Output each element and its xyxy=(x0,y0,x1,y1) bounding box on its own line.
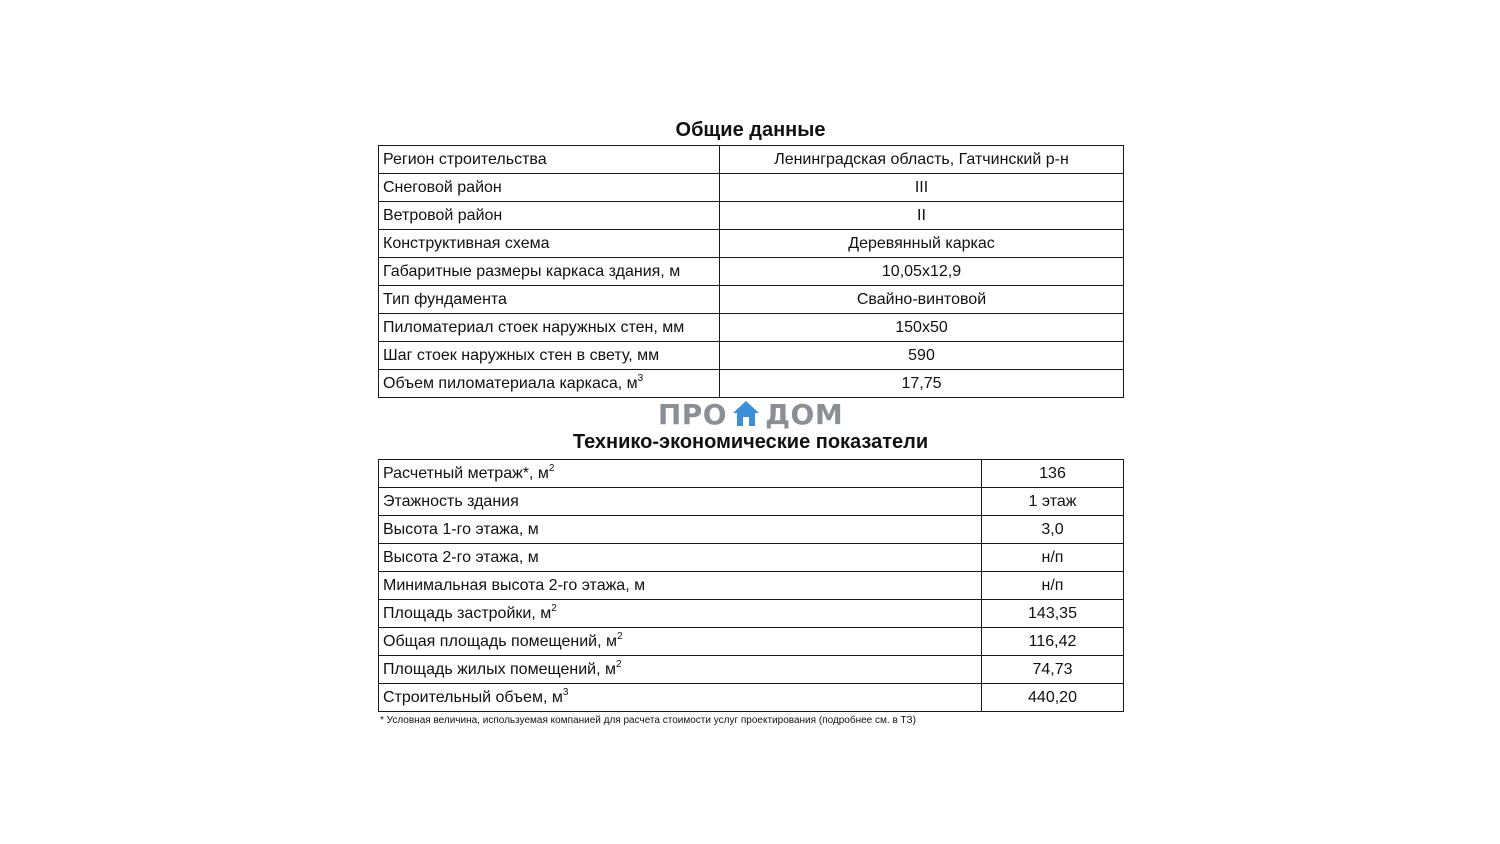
row-label xyxy=(379,230,720,258)
row-value: 150x50 xyxy=(720,314,1124,342)
row-label xyxy=(379,488,982,516)
row-label xyxy=(379,146,720,174)
row-label xyxy=(379,516,982,544)
economic-indicator-row xyxy=(379,600,1124,628)
row-label-text: Регион строительства xyxy=(383,151,547,168)
economic-indicator-row xyxy=(379,460,1124,488)
row-label-text: Площадь застройки, м xyxy=(383,605,552,622)
economic-indicators-table xyxy=(378,459,1124,712)
row-label-text: Этажность здания xyxy=(383,493,519,510)
row-label-text: Расчетный метраж*, м xyxy=(383,465,549,482)
row-label xyxy=(379,370,720,398)
row-label xyxy=(379,286,720,314)
prodom-logo xyxy=(378,398,1123,430)
economic-indicator-row xyxy=(379,656,1124,684)
row-value: II xyxy=(720,202,1124,230)
row-label-text: Тип фундамента xyxy=(383,291,507,308)
row-value: 590 xyxy=(720,342,1124,370)
row-label xyxy=(379,460,982,488)
general-data-row xyxy=(379,258,1124,286)
row-value: 136 xyxy=(982,460,1124,488)
logo-left-text: ПРО xyxy=(657,397,728,431)
row-label xyxy=(379,174,720,202)
economic-indicator-row xyxy=(379,516,1124,544)
row-value: 3,0 xyxy=(982,516,1124,544)
economic-indicators-title: Технико-экономические показатели xyxy=(572,431,929,453)
general-data-row xyxy=(379,370,1124,398)
unit-superscript: 2 xyxy=(551,603,557,614)
general-data-row xyxy=(379,202,1124,230)
row-label-text: Габаритные размеры каркаса здания, м xyxy=(383,263,681,280)
row-label-text: Высота 1-го этажа, м xyxy=(383,521,539,538)
row-label xyxy=(379,572,982,600)
row-label xyxy=(379,342,720,370)
row-value: 143,35 xyxy=(982,600,1124,628)
row-value: 440,20 xyxy=(982,684,1124,712)
general-data-row xyxy=(379,230,1124,258)
row-value: Деревянный каркас xyxy=(720,230,1124,258)
row-value: н/п xyxy=(982,572,1124,600)
economic-indicator-row xyxy=(379,684,1124,712)
row-label-text: Ветровой район xyxy=(383,207,503,224)
row-label xyxy=(379,656,982,684)
row-label xyxy=(379,258,720,286)
row-value: III xyxy=(720,174,1124,202)
document-sheet xyxy=(378,116,1123,728)
economic-indicator-row xyxy=(379,488,1124,516)
row-value: 17,75 xyxy=(720,370,1124,398)
row-label xyxy=(379,544,982,572)
row-label-text: Пиломатериал стоек наружных стен, мм xyxy=(383,319,685,336)
unit-superscript: 3 xyxy=(637,373,644,384)
general-data-row xyxy=(379,146,1124,174)
row-label xyxy=(379,628,982,656)
row-label-text: Строительный объем, м xyxy=(383,689,563,706)
row-label xyxy=(379,600,982,628)
general-data-table xyxy=(378,145,1124,398)
unit-superscript: 3 xyxy=(562,687,569,698)
row-value: Свайно-винтовой xyxy=(720,286,1124,314)
general-data-row xyxy=(379,314,1124,342)
row-label-text: Минимальная высота 2-го этажа, м xyxy=(383,577,646,594)
row-label-text: Площадь жилых помещений, м xyxy=(383,661,616,678)
economic-indicator-row xyxy=(379,544,1124,572)
row-label-text: Объем пиломатериала каркаса, м xyxy=(383,375,638,392)
row-label-text: Конструктивная схема xyxy=(383,235,550,252)
footnote: * Условная величина, используемая компанией для расчета стоимости услуг проектирования (подробнее см. в ТЗ) xyxy=(380,715,916,726)
row-label xyxy=(379,202,720,230)
row-label-text: Высота 2-го этажа, м xyxy=(383,549,539,566)
row-value: 74,73 xyxy=(982,656,1124,684)
general-data-row xyxy=(379,174,1124,202)
house-icon xyxy=(731,399,761,429)
row-label-text: Общая площадь помещений, м xyxy=(383,633,617,650)
general-data-row xyxy=(379,286,1124,314)
general-data-row xyxy=(379,342,1124,370)
row-value: 116,42 xyxy=(982,628,1124,656)
unit-superscript: 2 xyxy=(548,463,555,474)
row-label xyxy=(379,314,720,342)
row-label xyxy=(379,684,982,712)
row-value: Ленинградская область, Гатчинский р-н xyxy=(720,146,1124,174)
logo-right-text: ДОМ xyxy=(765,397,844,431)
row-label-text: Шаг стоек наружных стен в свету, мм xyxy=(383,347,660,364)
economic-indicator-row xyxy=(379,628,1124,656)
row-value: н/п xyxy=(982,544,1124,572)
general-data-title: Общие данные xyxy=(675,119,826,141)
row-label-text: Снеговой район xyxy=(383,179,502,196)
unit-superscript: 2 xyxy=(616,631,623,642)
row-value: 10,05x12,9 xyxy=(720,258,1124,286)
economic-indicator-row xyxy=(379,572,1124,600)
row-value: 1 этаж xyxy=(982,488,1124,516)
unit-superscript: 2 xyxy=(615,659,622,670)
